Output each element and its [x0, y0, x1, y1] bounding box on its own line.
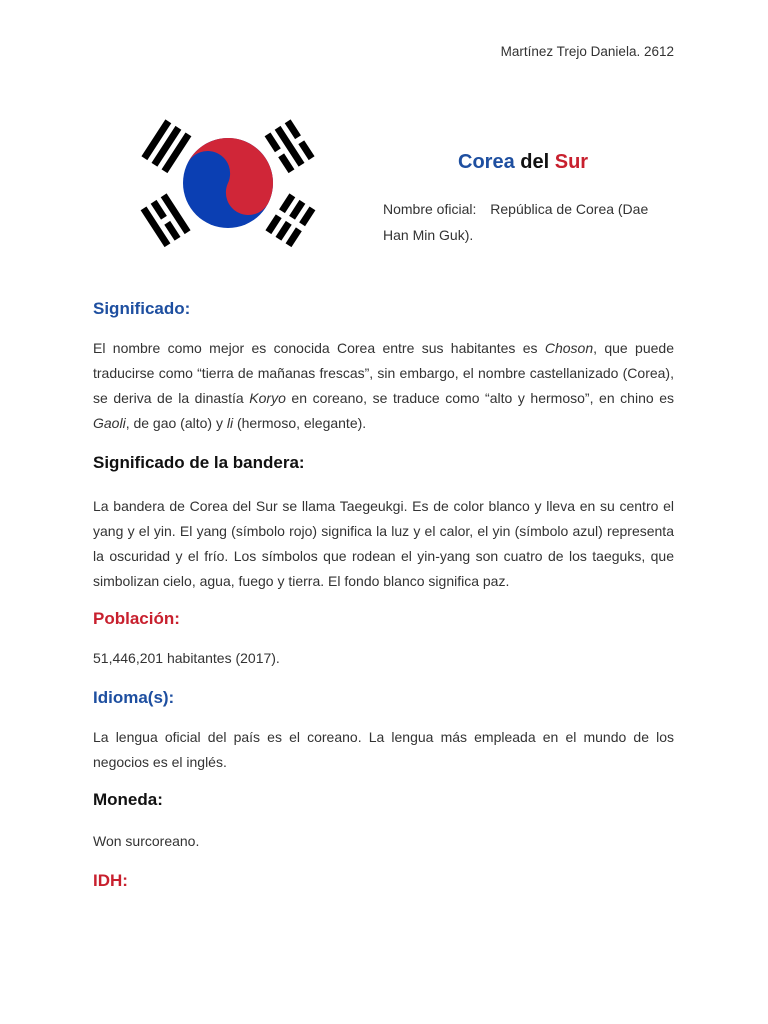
text-run: , de gao (alto) y: [125, 415, 227, 431]
paragraph-significado: [93, 336, 674, 436]
paragraph-bandera: La bandera de Corea del Sur se llama Taegeukgi. Es de color blanco y lleva en su centro el yang y el yin. El yang (símbolo rojo) significa la luz y el calor, el yin (símbolo azul) representa la oscuridad y el frío. Los símbolos que rodean el yin-yang son cuatro de los taeguks, que simbolizan cielo, agua, fuego y tierra. El fondo blanco significa paz.: [93, 498, 674, 589]
text-run: en coreano, se traduce como “alto y hermoso”, en chino es: [285, 390, 674, 406]
italic-word: li: [226, 415, 234, 431]
text-run: El nombre como mejor es conocida Corea entre sus habitantes es: [93, 340, 545, 356]
author-header: Martínez Trejo Daniela. 2612: [500, 44, 674, 59]
official-name-value: República de Corea (Dae Han Min Guk).: [383, 201, 649, 243]
paragraph-moneda: Won surcoreano.: [93, 833, 200, 849]
heading-idh: IDH:: [93, 871, 128, 890]
heading-idioma: Idioma(s):: [93, 688, 175, 707]
italic-word: Koryo: [249, 390, 286, 406]
page-title: [458, 151, 588, 174]
heading-bandera: Significado de la bandera:: [93, 453, 305, 472]
italic-word: Gaoli: [93, 415, 126, 431]
heading-significado: Significado:: [93, 299, 191, 318]
title-sur: Sur: [554, 151, 589, 173]
heading-poblacion: Población:: [93, 609, 180, 628]
text-run: (hermoso, elegante).: [233, 415, 367, 431]
title-corea: Corea: [458, 151, 515, 173]
text-run: , que puede traducirse como “tierra de mañanas frescas”, sin embargo, el nombre castellanizado (Corea), se deriva de la dinastía: [93, 340, 674, 406]
heading-moneda: Moneda:: [93, 790, 163, 809]
document-body: [93, 296, 674, 894]
paragraph-poblacion: 51,446,201 habitantes (2017).: [93, 650, 280, 666]
official-name-block: [383, 196, 673, 248]
italic-word: Choson: [544, 340, 594, 356]
paragraph-idioma: La lengua oficial del país es el coreano. La lengua más empleada en el mundo de los negocios es el inglés.: [93, 729, 674, 770]
official-name-label: Nombre oficial:: [383, 201, 477, 217]
title-del: del: [520, 151, 550, 173]
south-korea-flag-icon: [130, 108, 326, 258]
